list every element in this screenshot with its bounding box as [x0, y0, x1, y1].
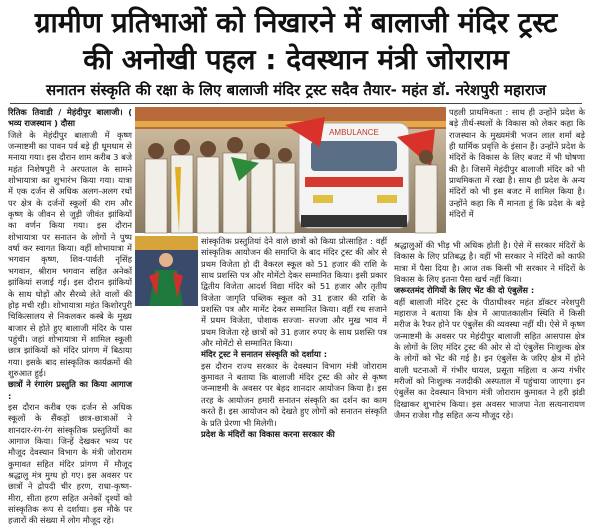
subheadline: सनातन संस्कृति की रक्षा के लिए बालाजी मंदिर ट्रस्ट सदैव तैयार- महंत डॉ. नरेशपुरी महाराज	[46, 81, 546, 99]
col2-paragraph: इस दौरान राज्य सरकार के देवस्थान विभाग मंत्री जोराराम कुमावत ने बताया कि बालाजी मंदिर ट्रस्ट की ओर से कृष्ण जन्माष्टमी के अवसर पर बेहद शानदार आयोजन किया है। इस तरह के आयोजन हमारी सनातन संस्कृति का दर्शन का काम करते हैं। इस आयोजन को देखते हुए लोगों को सनातन संस्कृति के प्रति प्रेरणा भी मिलेगी।	[201, 360, 387, 428]
col1-paragraph: जिले के मेहंदीपुर बालाजी में कृष्ण जन्माष्टमी का पावन पर्व बड़े ही धूमधाम से मनाया गया। इस दौरान शाम करीब 3 बजे महंत निशेषपुरी ने अरपताल के सामने शोभायात्रा का शुभारंभ किया गया। यात्रा में एक दर्जन से अधिक अलग-अलग रथों पर क्षेत्र के दर्जनों स्कूलों की राम और कृष्ण के जीवन से जुड़ी जीवंत झांकियों का वर्णन किया गया। इस दौरान शोभायात्रा पर सनातन के लोगों ने पुष्प वर्षा कर स्वागत किया। वहीं शोभायात्रा में भगवान कृष्ण, शिव-पार्वती नृसिंह भगवान, श्रीराम भगवान सहित अनेकों झांकियां सजाई गई। इस दौरान झांकियों के साथ घोड़ों और सैरव्ये लेते वालों की होड़ मची रही। शोभायात्रा महंत किशोरपुरी चिकित्सालय से निकलकर कस्बे के मुख्य बाजार से होते हुए बालाजी मंदिर के पास पहुंची। जहां शोभायात्रा में शामिल स्कूली छात्र झांकियों को मंदिर प्रांगण में बिठाया गया। इसके बाद सांस्कृतिक कार्यक्रमों की शुरुआत हुई।	[8, 129, 132, 378]
headline-line-1: ग्रामीण प्रतिभाओं को निखारने में बालाजी मंदिर ट्रस्ट	[34, 6, 558, 39]
inset-performance-photo	[135, 236, 198, 306]
headline-line-2: की अनोखी पहल : देवस्थान मंत्री जोराराम	[83, 43, 509, 76]
headline-rule	[10, 103, 582, 104]
ambulance-flag-off-photo	[135, 107, 446, 233]
col3b-subheading: जरूरतमंद रोगियों के लिए भेंट की दो एंबुलेंस :	[394, 285, 535, 296]
ambulance-label: AMBULANCE	[329, 128, 379, 137]
col2-subheading: मंदिर ट्रस्ट ने सनातन संस्कृति को दर्शाया :	[201, 349, 328, 360]
col1-subheading: छात्रों ने रंगारंग प्रस्तुति का किया आगाज :	[8, 379, 132, 401]
inset-illustration	[135, 236, 198, 306]
col1-paragraph: रितिक तिवाडी / मेहंदीपुर बालाजी। ( भव्य राजस्थान ) दौसा	[8, 107, 132, 129]
article-column-3-bottom	[394, 240, 585, 503]
article-column-2	[201, 236, 387, 503]
col2-subheading: प्रदेश के मंदिरों का विकास करना सरकार की	[201, 428, 335, 439]
col3b-paragraph: श्रद्धालुओं की भीड़ भी अधिक होती है। ऐसे में सरकार मंदिरों के विकास के लिए प्रतिबद्ध है। वहीं भी सरकार ने मंदिरों को काफी मात्रा में पैसा दिया है। आज तक किसी भी सरकार ने मंदिरों के विकास के लिए इतना पैसा खर्च नहीं किया।	[394, 240, 585, 285]
col3b-paragraph: वहीं बालाजी मंदिर ट्रस्ट के पीठाधीश्वर महंत डॉक्टर नरेशपुरी महाराज ने बताया कि क्षेत्र में आपातकालीन स्थिति में किसी मरीज के रैफर होने पर एंबुलेंस की व्यवस्था नहीं थी। ऐसे में कृष्ण जन्माष्टमी के अवसर पर मेहंदीपुर बालाजी सहित आसपास क्षेत्र के लोगों के लिए मंदिर ट्रस्ट की ओर से दो एंबुलेंस निःशुल्क क्षेत्र के लोगों को भेंट की गई है। इन एंबुलेंस के जरिए क्षेत्र में होने वाली घटनाओं में गंभीर घायल, प्रसूता महिला व अन्य गंभीर मरीजों को निःशुल्क नजदीकी अस्पताल में पहुंचाया जाएगा। इन एंबुलेंस का देवस्थान विभाग मंत्री जोराराम कुमावत ने हरी झंडी दिखाकर शुभारंभ किया। इस अवसर भाजपा नेता सत्यनारायण जैमन राजेश गौड़ सहित अन्य मौजूद रहे।	[394, 296, 585, 421]
photo-illustration	[135, 107, 446, 233]
col2-paragraph: सांस्कृतिक प्रस्तुतियां देने वाले छात्रों को किया प्रोत्साहित : वहीं सांस्कृतिक आयोजन की समाप्ति के बाद मंदिर ट्रस्ट की ओर से प्रथम विजेता हो दी वैकरल स्कूल को 51 हजार की राशि के साथ प्रशस्ति पत्र और मोमेंटो देकर सम्मानित किया। इसी प्रकार द्वितीय विजेता आदर्श विद्या मंदिर को 51 हजार और तृतीय विजेता जागृति पब्लिक स्कूल को 31 हजार की राशि के प्रशस्ति पत्र और मामेंट देकर सम्मानित किया। वहीं रथ सजाने में प्रथम विजेता, पोशाक सज्जा- सज्जा और मुख भाव में प्रथम विजेता रहे छात्रों को 31 हजार रुपए के साथ प्रशस्ति पत्र और मोमेंटो से सम्मानित किया।	[201, 236, 387, 349]
article-column-3-top: पहली प्राथमिकता : साथ ही उन्होंने प्रदेश के बड़े तीर्थ-स्थलों के विकास को लेकर कहा कि राजस्थान के मुख्यमंत्री भजन लाल शर्मा बड़े ही धार्मिक प्रवृत्ति के इंसान हैं। उन्होंने प्रदेश के मंदिरों के विकास के लिए बजट में भी घोषणा की है। जिसमें मेहंदीपुर बालाजी मंदिर को भी प्राथमिकता में रखा है। साथ ही प्रदेश के अन्य मंदिरों को भी इस बजट में शामिल किया है। उन्होंने कहा कि मैं मानता हूं कि प्रदेश के बड़े मंदिरों में	[449, 107, 585, 220]
col1-paragraph: इस दौरान करीब एक दर्जन से अधिक स्कूलों के सैंकड़ों छात्र-छात्राओं ने शानदार-रंग-रंग सांस्कृतिक प्रस्तुतियों का आगाज किया। जिन्हें देखकर भव्य पर मौजूद देवस्थान विभाग के मंत्री जोराराम कुमावत सहित मंदिर प्रांगण में मौजूद श्रद्धालु मंत्र मुग्ध हो गए। इस अवसर पर छात्रों ने द्रोपदी चीर हरण, राधा-कृष्ण-मीरा, सीता हरण सहित अनेकों दृश्यों को सांस्कृतिक रूप से दर्शाया। इस मौके पर हजारों की संख्या में लोग मौजूद रहे।	[8, 401, 132, 526]
article-column-1	[8, 107, 132, 526]
